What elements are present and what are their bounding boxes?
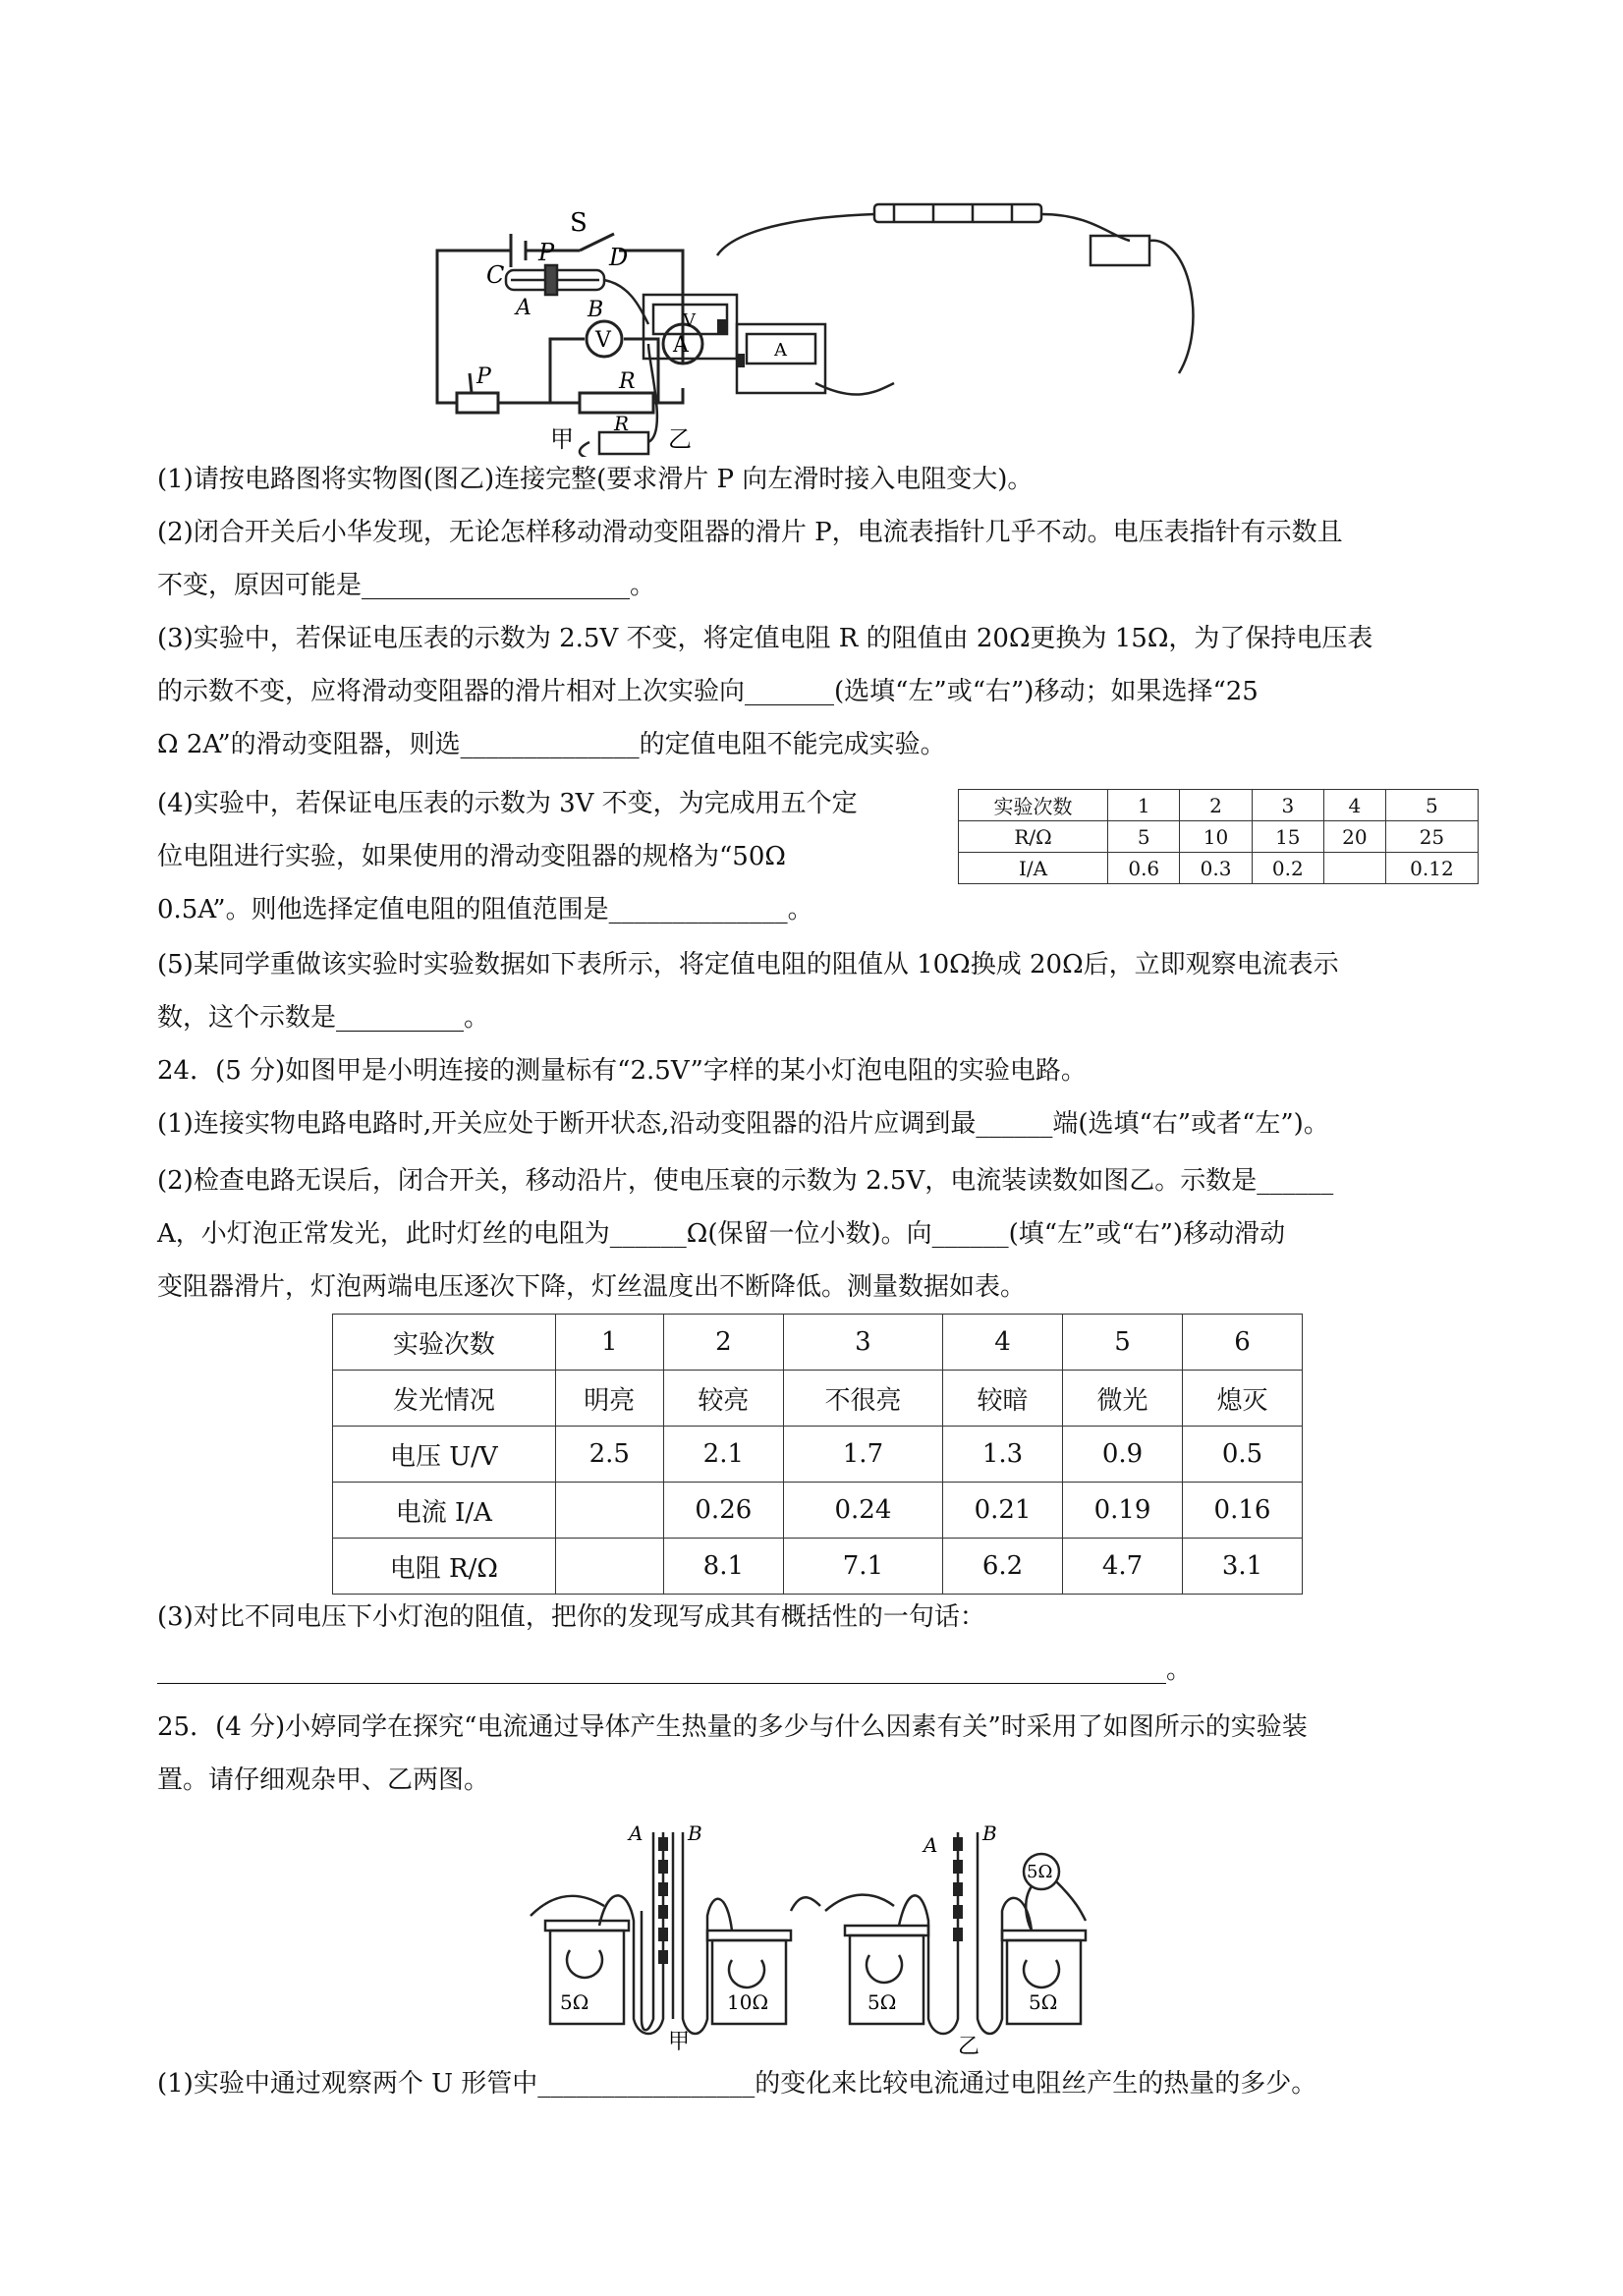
table-row: 实验次数 1 2 3 4 5 6: [333, 1315, 1303, 1371]
label-s: S: [570, 208, 588, 238]
q23-part5a: (5)某同学重做该实验时实验数据如下表所示，将定值电阻的阻值从 10Ω换成 20Ω后，立即观察电流表示: [157, 950, 1339, 980]
circuit-figure: [422, 196, 1208, 457]
q24-part2b: A，小灯泡正常发光，此时灯丝的电阻为______Ω(保留一位小数)。向______(填“左”或“右”)移动滑动: [157, 1219, 1286, 1249]
caption-yi-2: 乙: [958, 2035, 980, 2058]
q23-part2b: 不变，原因可能是_____________________。: [157, 571, 656, 600]
q23-part5b: 数，这个示数是__________。: [157, 1003, 490, 1033]
label-a: A: [673, 333, 689, 358]
q24-part3a: (3)对比不同电压下小灯泡的阻值，把你的发现写成其有概括性的一句话：: [157, 1602, 985, 1632]
resistor-right-5c: 5Ω: [1027, 1862, 1053, 1882]
q24-title: 24．(5 分)如图甲是小明连接的测量标有“2.5V”字样的某小灯泡电阻的实验电路。: [157, 1056, 1087, 1086]
q23-part1: (1)请按电路图将实物图(图乙)连接完整(要求滑片 P 向左滑时接入电阻变大)。: [157, 465, 1034, 494]
label-r: R: [619, 369, 636, 394]
q24-part2a: (2)检查电路无误后，闭合开关，移动沿片，使电压衰的示数为 2.5V，电流装读数如图乙。示数是______: [157, 1166, 1334, 1196]
q23-part4c: 0.5A”。则他选择定值电阻的阻值范围是______________。: [157, 895, 813, 924]
label-p: P: [476, 364, 491, 389]
label-a-right: A: [923, 1833, 938, 1857]
table-row: 电阻 R/Ω 8.1 7.1 6.2 4.7 3.1: [333, 1539, 1303, 1595]
table-row: 电流 I/A 0.26 0.24 0.21 0.19 0.16: [333, 1483, 1303, 1539]
q23-part3a: (3)实验中，若保证电压表的示数为 2.5V 不变，将定值电阻 R 的阻值由 20Ω更换为 15Ω，为了保持电压表: [157, 624, 1373, 653]
label-a2: A: [516, 296, 532, 320]
q23-part3c: Ω 2A”的滑动变阻器，则选______________的定值电阻不能完成实验。: [157, 730, 946, 759]
label-d: D: [609, 244, 629, 271]
resistor-left-5: 5Ω: [560, 1990, 589, 2014]
q23-part4a: (4)实验中，若保证电压表的示数为 3V 不变，为完成用五个定: [157, 789, 858, 818]
label-r2: R: [614, 412, 630, 435]
resistor-right-5a: 5Ω: [867, 1990, 897, 2014]
caption-jia: 甲: [550, 425, 574, 453]
q24-part3b: _______________________________________________________________________________。: [157, 1655, 1192, 1685]
caption-yi: 乙: [668, 425, 692, 453]
q25-title-a: 25．(4 分)小婷同学在探究“电流通过导体产生热量的多少与什么因素有关”时采用了如图所示的实验装: [157, 1712, 1308, 1742]
label-c: C: [486, 261, 505, 289]
label-a-left: A: [629, 1821, 644, 1845]
resistance-current-table: [958, 789, 1479, 884]
resistor-right-5b: 5Ω: [1029, 1990, 1058, 2014]
q25-part1: (1)实验中通过观察两个 U 形管中_________________的变化来比较电流通过电阻丝产生的热量的多少。: [157, 2069, 1317, 2099]
label-p2: P: [538, 239, 555, 266]
q24-part1: (1)连接实物电路电路时,开关应处于断开状态,沿动变阻器的沿片应调到最______端(选填“右”或者“左”)。: [157, 1109, 1329, 1139]
label-v: V: [595, 328, 611, 353]
q23-part4b: 位电阻进行实验，如果使用的滑动变阻器的规格为“50Ω: [157, 842, 786, 871]
q23-part2a: (2)闭合开关后小华发现，无论怎样移动滑动变阻器的滑片 P，电流表指针几乎不动。电压表指针有示数且: [157, 518, 1343, 547]
table-row: R/Ω 5 10 15 20 25: [959, 821, 1479, 853]
label-b-left: B: [688, 1821, 702, 1845]
lamp-data-table: [332, 1314, 1303, 1595]
q24-part2c: 变阻器滑片，灯泡两端电压逐次下降，灯丝温度出不断降低。测量数据如表。: [157, 1272, 1027, 1302]
heating-apparatus-figure: [526, 1813, 1095, 2058]
label-b: B: [588, 298, 604, 322]
table-row: 发光情况 明亮 较亮 不很亮 较暗 微光 熄灭: [333, 1371, 1303, 1427]
q23-part3b: 的示数不变，应将滑动变阻器的滑片相对上次实验向_______(选填“左”或“右”)移动；如果选择“25: [157, 677, 1259, 706]
table-row: 实验次数 1 2 3 4 5: [959, 790, 1479, 821]
label-a3: A: [774, 340, 787, 361]
label-v2: V: [683, 310, 696, 331]
q25-title-b: 置。请仔细观杂甲、乙两图。: [157, 1765, 490, 1795]
caption-jia-2: 甲: [668, 2030, 691, 2054]
label-b-right: B: [982, 1821, 997, 1845]
table-row: 电压 U/V 2.5 2.1 1.7 1.3 0.9 0.5: [333, 1427, 1303, 1483]
table-row: I/A 0.6 0.3 0.2 0.12: [959, 853, 1479, 884]
resistor-left-10: 10Ω: [727, 1990, 769, 2014]
